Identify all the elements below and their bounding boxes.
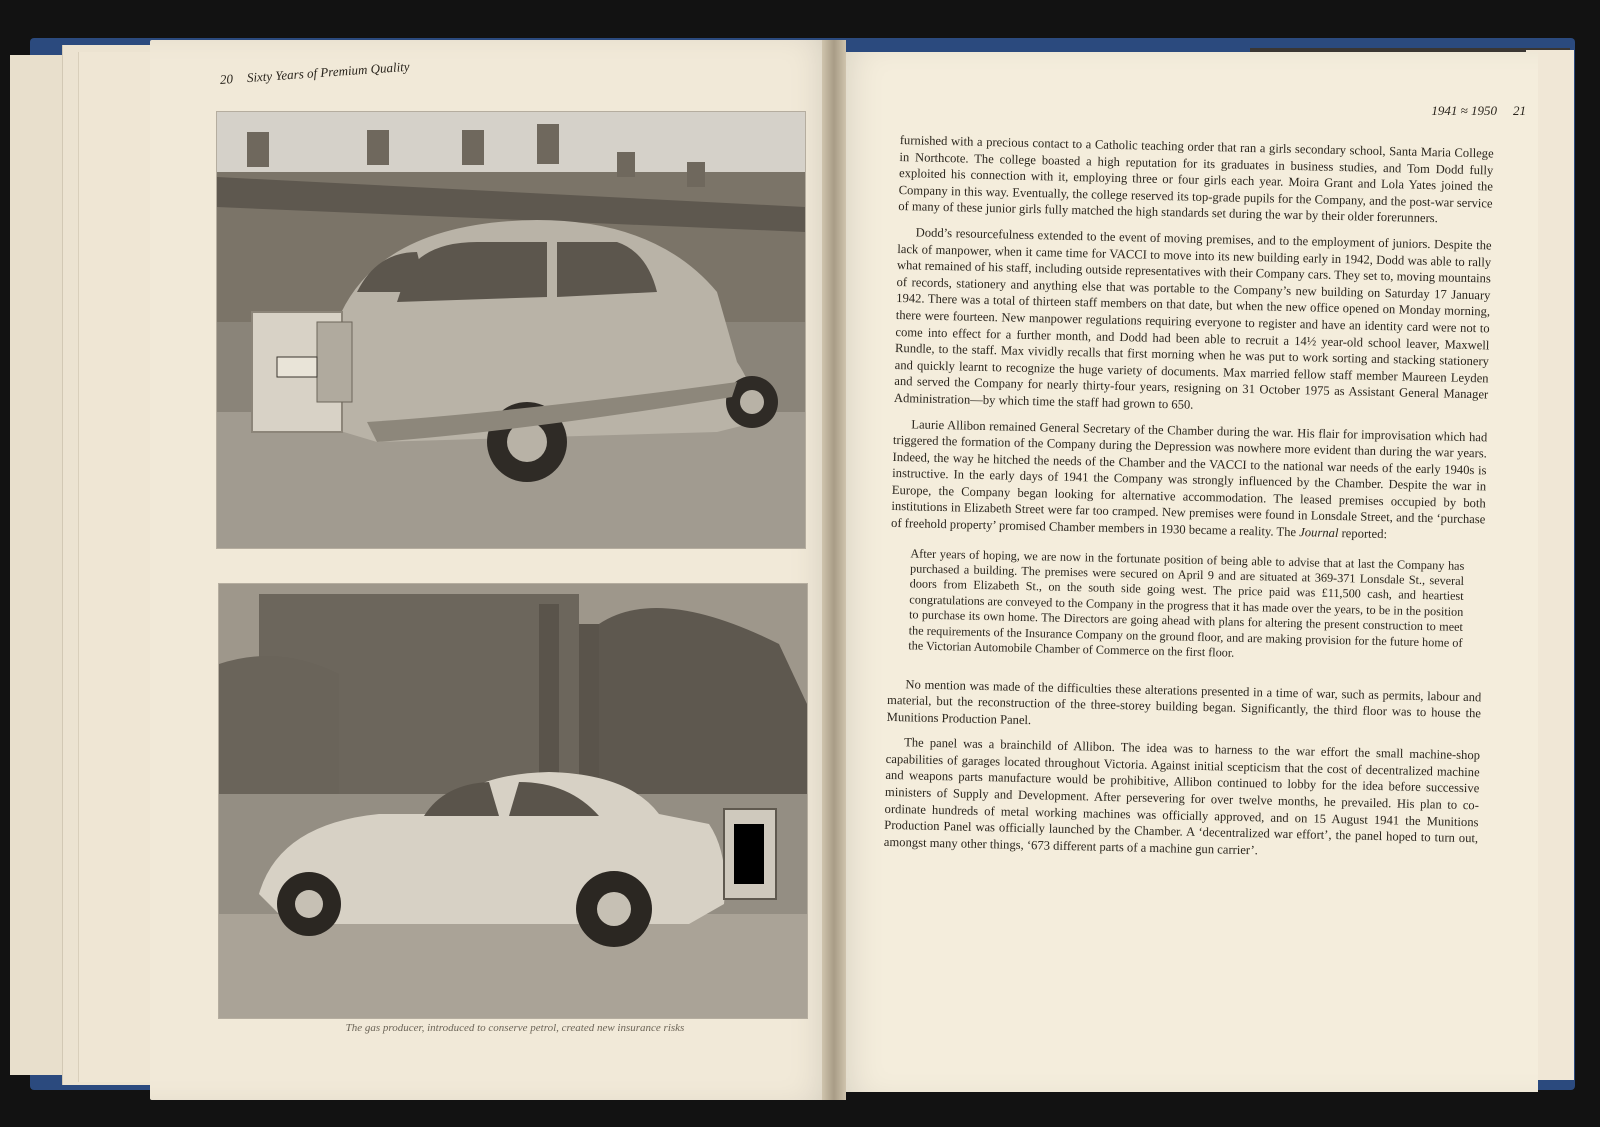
block-quote: After years of hoping, we are now in the fortunate position of being able to advise that at last the Company has purchased a building. The premises were secured on April 9 and are situated at 369-371 Lonsdale St., several doors from Elizabeth St., on the south side going west. The price paid was £11,500 cash, and heartiest congratulations are conveyed to the Company in the progress that it has made over the years, to be in the position to purchase its own home. The Directors are going ahead with plans for altering the present construction to meet the requirements of the Insurance Company on the ground floor, and are making provision for the future home of the Victorian Automobile Chamber of Commerce on the first floor. [908,546,1465,660]
paragraph-2: Dodd’s resourcefulness extended to the event of moving premises, and to the employment of juniors. Despite the lack of manpower, when it came time for VACCI to move into its new building early in 1942, Dodd was able to rally what remained of his staff, including outside representatives with their Company cars. They set to, moving mountains of records, stationery and anything else that was portable to the Company’s new building on Saturday 17 January 1942. There was a total of thirteen staff members on that date, but when the new office opened on Monday morning, there were fourteen. New manpower regulations requiring everyone to register and have an identity card were not to come into effect for a further month, and Dodd had been able to recruit a 14½ year-old school leaver, Maxwell Rundle, to the staff. Max vividly recalls that first morning when he was put to work sorting and stacking stationery and quickly learnt to recognize the huge variety of documents. Max married fellow staff member Maureen Leyden and served the Company for nearly thirty-four years, resigning on 31 October 1975 as Assistant General Manager Administration—by which time the staff had grown to 650. [893,225,1492,412]
left-page-number: 20 [219,71,234,87]
right-page-number: 21 [1513,103,1526,118]
journal-title: Journal [1299,525,1339,541]
photo-caption: The gas producer, introduced to conserve petrol, created new insurance risks [345,1022,685,1034]
paragraph-3 [891,415,1487,545]
paragraph-4: No mention was made of the difficulties these alterations presented in a time of war, such as permits, labour and material, but the reconstruction of the three-storey building began. Significantly, the third floor was to house the Munitions Production Panel. [886,676,1482,727]
paragraph-1: furnished with a precious contact to a Catholic teaching order that ran a girls secondary school, Santa Maria College in Northcote. The college boasted a high reputation for its graduates in business studies, and Tom Dodd fully exploited his connection with it, employing three or four girls each year. Moira Grant and Lola Yates joined the Company in this way. Eventually, the college reserved its top-grade pupils for the Company, and the post-war service of many of these junior girls fully matched the high standards set during the war by their older forerunners. [898,132,1494,226]
journal-tail: reported: [1338,526,1388,542]
paragraph-5: The panel was a brainchild of Allibon. The idea was to harness to the war effort the small machine-shop capabilities of garages located throughout Victoria. Against initial scepticism that the cost of decentralized machine and weapons parts manufacture would be prohibitive, Allibon continued to lobby for the idea before successive ministers of Supply and Development. After persevering for over twelve months, he prevailed. His plan to co-ordinate hundreds of metal working machines was officially approved, and on 15 August 1941 the Munitions Production Panel was officially launched by the Chamber. A ‘decentralized war effort’, the panel hoped to turn out, amongst many other things, ‘673 different parts of a machine gun carrier’. [883,735,1481,858]
paragraph-3-text: Laurie Allibon remained General Secretary of the Chamber during the war. His flair for improvisation which had triggered the formation of the Company during the Depression was nowhere more evident than during the war years. Indeed, the way he hitched the needs of the Chamber and the VACCI to the national war needs of the early 1940s is instructive. In the early days of 1941 the Company was strongly influenced by the Chamber. Despite the war in Europe, the Company began looking for alternative accommodation. The leased premises occupied by both institutions in Elizabeth Street were far too cramped. New premises were found in Lonsdale Street, and the ‘purchase of freehold property’ promised Chamber members in 1930 became a reality. The [890,416,1488,540]
right-running-title: 1941 ≈ 1950 [1431,103,1497,118]
left-running-title: Sixty Years of Premium Quality [246,58,411,86]
right-running-head [1376,103,1526,119]
car-photo-sedan-rear [216,111,806,549]
right-page-body [883,132,1493,873]
car-photo-coupe-gas-producer [218,583,808,1019]
book-gutter [822,40,846,1100]
